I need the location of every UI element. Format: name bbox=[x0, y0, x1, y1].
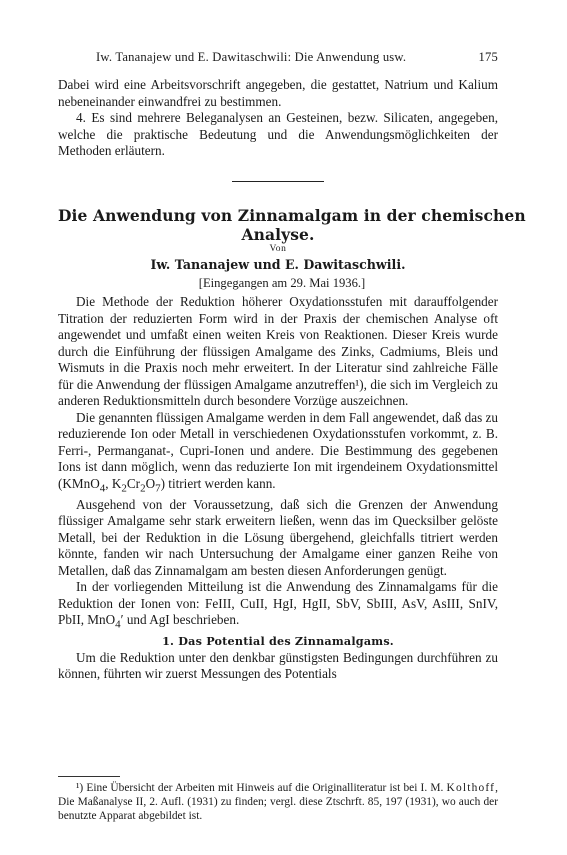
section-heading: 1. Das Potential des Zinnamalgams. bbox=[162, 634, 394, 649]
page-number: 175 bbox=[478, 50, 498, 64]
article-title-line-1: Die Anwendung von Zinnamalgam in der chemischen bbox=[58, 206, 526, 225]
running-head bbox=[58, 50, 498, 65]
body-paragraph-1: Die Methode der Reduktion höherer Oxydationsstufen mit darauffolgender Titration der reduzierten Form wird in der Praxis der chemischen Analyse oft angewendet und umfaßt einen weiten Kreis von Reaktionen. Dieser Kreis wurde durch die Einführung der flüssigen Amalgame des Zinks, Cadmiums, Bleis und Wismuts in die Praxis noch mehr erweitert. In der Literatur sind zahlreiche Fälle für die Anwendung der flüssigen Amalgame anzutreffen¹), die sich im Vergleich zu anderen Reduktionsmitteln durch besondere Vorzüge auszeichnen. bbox=[58, 294, 498, 408]
footnote-text: ¹) Eine Übersicht der Arbeiten mit Hinweis auf die Originalliteratur ist bei I. M. Kolthoff, Die Maßanalyse II, 2. Aufl. (1931) zu finden; vergl. diese Ztschrft. 85, 197 (1931), wo auch der benutzte Apparat abgebildet ist. bbox=[58, 782, 498, 822]
intro-paragraph-1: Dabei wird eine Arbeitsvorschrift angegeben, die gestattet, Natrium und Kalium nebeneinander einwandfrei zu bestimmen. bbox=[58, 77, 498, 109]
body-paragraph-2: Die genannten flüssigen Amalgame werden in dem Fall angewendet, daß das zu reduzierende Ion oder Metall in verschiedenen Oxydationsstufen vorkommt, z. B. Ferri-, Permanganat-, Cupri-Ionen und andere. Die Bestimmung des gegebenen Ions ist dann möglich, wenn das reduzierte Ion mit irgendeinem Oxydationsmittel (KMnO$_4$, $K_2Cr_2O_7$) titriert werden kann. bbox=[58, 409, 498, 495]
body-paragraph-5: Um die Reduktion unter den denkbar günstigsten Bedingungen durchführen zu können, führten wir zuerst Messungen des Potentials bbox=[58, 649, 498, 682]
intro-block bbox=[58, 77, 498, 160]
article-body bbox=[58, 294, 498, 683]
section-divider bbox=[232, 181, 324, 182]
footnote bbox=[58, 781, 498, 823]
byline-von: Von bbox=[269, 244, 287, 254]
received-date: [Eingegangen am 29. Mai 1936.] bbox=[198, 276, 366, 290]
article-authors: Iw. Tananajew und E. Dawitaschwili. bbox=[150, 257, 406, 272]
body-paragraph-4: In der vorliegenden Mitteilung ist die Anwendung des Zinnamalgams für die Reduktion der Ionen von: FeIII, CuII, HgI, HgII, SbV, SbIII, AsV, AsIII, SnIV, PbII, MnO$_4$′ und AgI beschrieben. bbox=[58, 579, 498, 631]
running-head-text: Iw. Tananajew und E. Dawitaschwili: Die Anwendung usw. bbox=[96, 50, 407, 64]
body-paragraph-3: Ausgehend von der Voraussetzung, daß sich die Grenzen der Anwendung flüssiger Amalgame sehr stark erweitern ließen, wenn das im Quecksilber gelöste Metall, bei der Reduktion in die Lösung übergehend, gleichfalls titriert werden könnte, fanden wir nach Untersuchung der Amalgame einer ganzen Reihe von Metallen, daß das Zinnamalgam am besten diesen Anforderungen genügt. bbox=[58, 496, 498, 578]
article-title bbox=[58, 206, 526, 244]
article-title-line-2: Analyse. bbox=[241, 225, 315, 244]
footnote-author-name: Kolthoff bbox=[446, 782, 496, 794]
footnote-rule bbox=[58, 776, 120, 777]
intro-paragraph-2: 4. Es sind mehrere Beleganalysen an Gesteinen, bezw. Silicaten, angegeben, welche die praktische Bedeutung und die Anwendungsmöglichkeiten der Methoden erläutern. bbox=[58, 110, 498, 158]
